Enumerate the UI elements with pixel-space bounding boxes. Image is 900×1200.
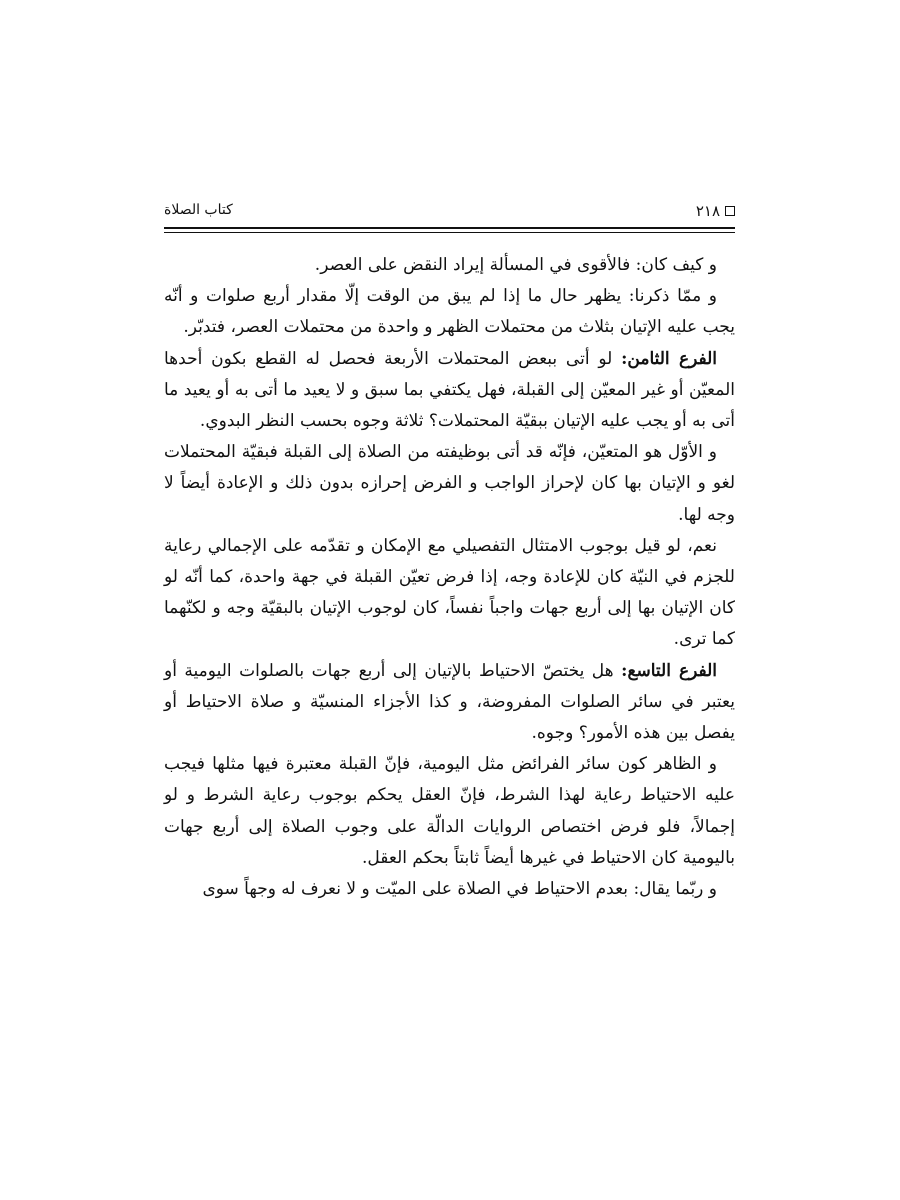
page-body <box>164 250 735 905</box>
square-bullet-icon <box>725 206 735 216</box>
paragraph: نعم، لو قيل بوجوب الامتثال التفصيلي مع الإمكان و تقدّمه على الإجمالي رعاية للجزم في النيّة كان للإعادة وجه، إذا فرض تعيّن القبلة في جهة واحدة، كما أنّه لو كان الإتيان بها إلى أربع جهات واجباً نفساً، كان لوجوب الإتيان بالبقيّة وجه و لكنّهما كما ترى. <box>164 535 735 650</box>
section-heading: الفرع الثامن: <box>621 348 717 369</box>
paragraph: و ممّا ذكرنا: يظهر حال ما إذا لم يبق من الوقت إلّا مقدار أربع صلوات و أنّه يجب عليه الإتيان بثلاث من محتملات الظهر و واحدة من محتملات العصر، فتدبّر. <box>164 286 735 338</box>
page-number-group <box>696 202 735 220</box>
header-rule-thin <box>164 232 735 233</box>
paragraph: و كيف كان: فالأقوى في المسألة إيراد النقض على العصر. <box>314 255 717 275</box>
paragraph: و الظاهر كون سائر الفرائض مثل اليومية، فإنّ القبلة معتبرة فيها مثلها فيجب عليه الاحتياط رعاية لهذا الشرط، فإنّ العقل يحكم بوجوب رعاية الشرط و لو إجمالاً، فلو فرض اختصاص الروايات الدالّة على وجوب الصلاة إلى أربع جهات باليومية كان الاحتياط في غيرها أيضاً ثابتاً بحكم العقل. <box>164 754 735 868</box>
page-header <box>164 196 735 226</box>
paragraph-branch-eight: الفرع الثامن: لو أتى ببعض المحتملات الأربعة فحصل له القطع بكون أحدها المعيّن أو غير المعيّن إلى القبلة، فهل يكتفي بما سبق و لا يعيد ما أتى به أو يعيد ما أتى به أو يجب عليه الإتيان ببقيّة المحتملات؟ ثلاثة وجوه بحسب النظر البدوي. <box>164 348 735 432</box>
paragraph: و ربّما يقال: بعدم الاحتياط في الصلاة على الميّت و لا نعرف له وجهاً سوى <box>202 879 717 900</box>
page-number: ٢١٨ <box>695 202 720 220</box>
paragraph: و الأوّل هو المتعيّن، فإنّه قد أتى بوظيفته من الصلاة إلى القبلة فبقيّة المحتملات لغو و الإتيان بها كان لإحراز الواجب و الفرض إحرازه بدون ذلك و الإعادة أيضاً لا وجه لها. <box>164 442 735 525</box>
paragraph-branch-nine: الفرع التاسع: هل يختصّ الاحتياط بالإتيان إلى أربع جهات بالصلوات اليومية أو يعتبر في سائر الصلوات المفروضة، و كذا الأجزاء المنسيّة و صلاة الاحتياط أو يفصل بين هذه الأمور؟ وجوه. <box>164 660 735 744</box>
running-title: كتاب الصلاة <box>164 202 233 218</box>
header-rule-thick <box>164 227 735 229</box>
section-heading: الفرع التاسع: <box>621 660 717 681</box>
